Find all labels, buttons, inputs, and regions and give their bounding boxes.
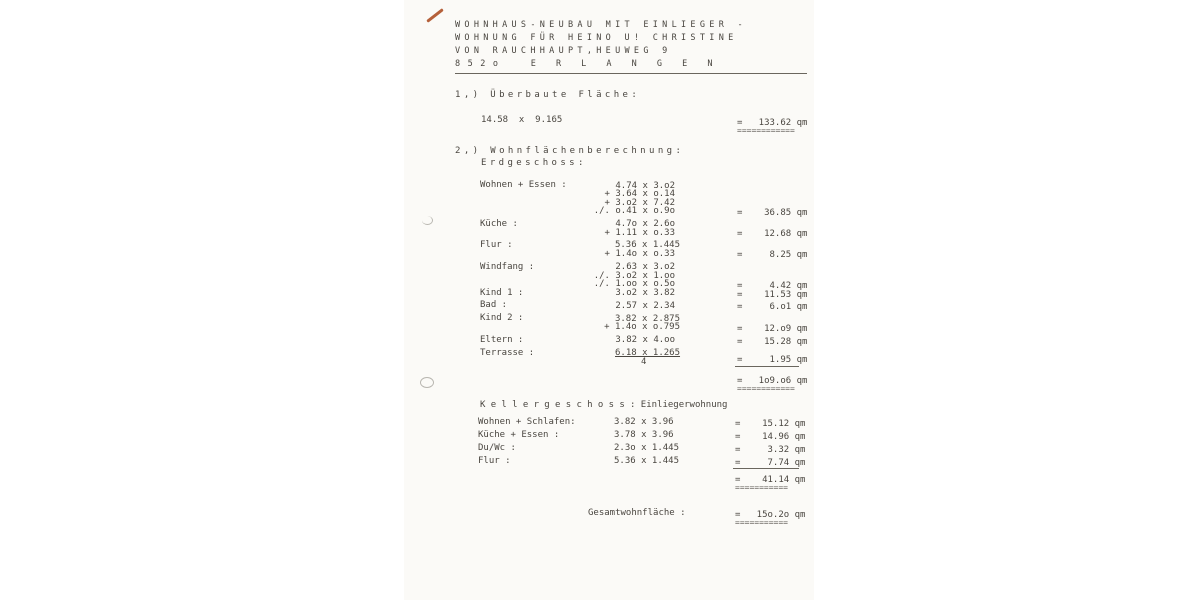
room-label-kind2: Kind 2 : <box>480 313 524 323</box>
calc-line: 4.7o x 2.6o <box>615 219 675 229</box>
calc-line: 6.18 x 1.265 <box>615 348 681 358</box>
room-result: = 12.o9 qm <box>737 324 808 334</box>
erdgeschoss-total: = 1o9.o6 qm <box>737 376 808 386</box>
calc-line: ./. 3.o2 x 1.oo <box>593 271 675 281</box>
calc-line: 3.78 x 3.96 <box>614 430 674 440</box>
calc-line: 4.74 x 3.o2 <box>615 181 675 191</box>
header-rule <box>455 73 807 74</box>
room-result: = 12.68 qm <box>737 229 808 239</box>
calc-line: 5.36 x 1.445 <box>614 456 680 466</box>
room-label-eltern: Eltern : <box>480 335 524 345</box>
room-result: = 3.32 qm <box>735 445 806 455</box>
calc-line: 5.36 x 1.445 <box>614 240 680 250</box>
sum-rule <box>733 468 799 469</box>
header-line-4: 852o E R L A N G E N <box>455 59 720 69</box>
sum-rule <box>735 366 799 367</box>
gesamt-label: Gesamtwohnfläche : <box>588 508 686 518</box>
double-underline: ============ <box>737 126 795 135</box>
calc-line: ./. 1.oo x o.5o <box>593 279 675 289</box>
room-result: = 15.28 qm <box>737 337 808 347</box>
punch-hole-mark <box>420 377 434 388</box>
calc-line: 3.82 x 4.oo <box>615 335 675 345</box>
calc-line: + 3.o2 x 7.42 <box>604 198 675 208</box>
header-line-2: WOHNUNG FÜR HEINO U! CHRISTINE <box>455 33 738 43</box>
calc-divisor: 4 <box>641 357 647 367</box>
calc-line: 2.3o x 1.445 <box>614 443 680 453</box>
double-underline: ============ <box>737 384 795 393</box>
room-label-kueche-essen: Küche + Essen : <box>478 430 560 440</box>
double-underline: =========== <box>735 518 788 527</box>
section-1-result: = 133.62 qm <box>737 118 808 128</box>
calc-line: + 1.11 x o.33 <box>604 228 675 238</box>
calc-line: 3.82 x 3.96 <box>614 417 674 427</box>
header-line-1: WOHNHAUS-NEUBAU MIT EINLIEGER - <box>455 20 747 30</box>
room-label-terrasse: Terrasse : <box>480 348 535 358</box>
room-label-duwc: Du/Wc : <box>478 443 516 453</box>
punch-hole-mark <box>422 216 433 225</box>
room-label-flur-kg: Flur : <box>478 456 511 466</box>
room-label-wohnen: Wohnen + Essen : <box>480 180 567 190</box>
double-underline: =========== <box>735 483 788 492</box>
calc-line: + 3.64 x o.14 <box>604 189 675 199</box>
header-line-3: VON RAUCHHAUPT,HEUWEG 9 <box>455 46 672 56</box>
calc-line: ./. o.41 x o.9o <box>593 206 675 216</box>
gesamt-result: = 15o.2o qm <box>735 510 806 520</box>
section-2-title: 2,) Wohnflächenberechnung: <box>455 146 685 156</box>
room-label-wohnen-schlafen: Wohnen + Schlafen: <box>478 417 576 427</box>
room-result: = 15.12 qm <box>735 419 806 429</box>
room-result: = 36.85 qm <box>737 208 808 218</box>
room-result: = 6.o1 qm <box>737 302 808 312</box>
kellergeschoss-title <box>480 400 727 410</box>
calc-line: + 1.4o x o.795 <box>604 322 680 332</box>
room-result: = 8.25 qm <box>737 250 808 260</box>
room-label-flur: Flur : <box>480 240 513 250</box>
section-1-title: 1,) Überbaute Fläche: <box>455 90 641 100</box>
calc-line: 3.82 x 2.875 <box>614 314 680 324</box>
room-result: = 4.42 qm <box>737 281 808 291</box>
room-label-windfang: Windfang : <box>480 262 535 272</box>
room-result: = 1.95 qm <box>737 355 808 365</box>
kellergeschoss-title-spaced: Kellergeschoss: <box>480 400 641 410</box>
calc-line: 2.63 x 3.o2 <box>615 262 675 272</box>
calc-line: + 1.4o x o.33 <box>604 249 675 259</box>
calc-line: 2.57 x 2.34 <box>615 301 675 311</box>
room-label-bad: Bad : <box>480 300 508 310</box>
room-result: = 11.53 qm <box>737 290 808 300</box>
section-2-subtitle: Erdgeschoss: <box>481 158 587 168</box>
calc-line: 3.o2 x 3.82 <box>615 288 675 298</box>
room-result: = 14.96 qm <box>735 432 806 442</box>
room-label-kind1: Kind 1 : <box>480 288 524 298</box>
kellergeschoss-title-rest: Einliegerwohnung <box>640 400 728 410</box>
room-result: = 7.74 qm <box>735 458 806 468</box>
room-label-kueche: Küche : <box>480 219 518 229</box>
kellergeschoss-total: = 41.14 qm <box>735 475 806 485</box>
section-1-calc: 14.58 x 9.165 <box>481 115 563 125</box>
